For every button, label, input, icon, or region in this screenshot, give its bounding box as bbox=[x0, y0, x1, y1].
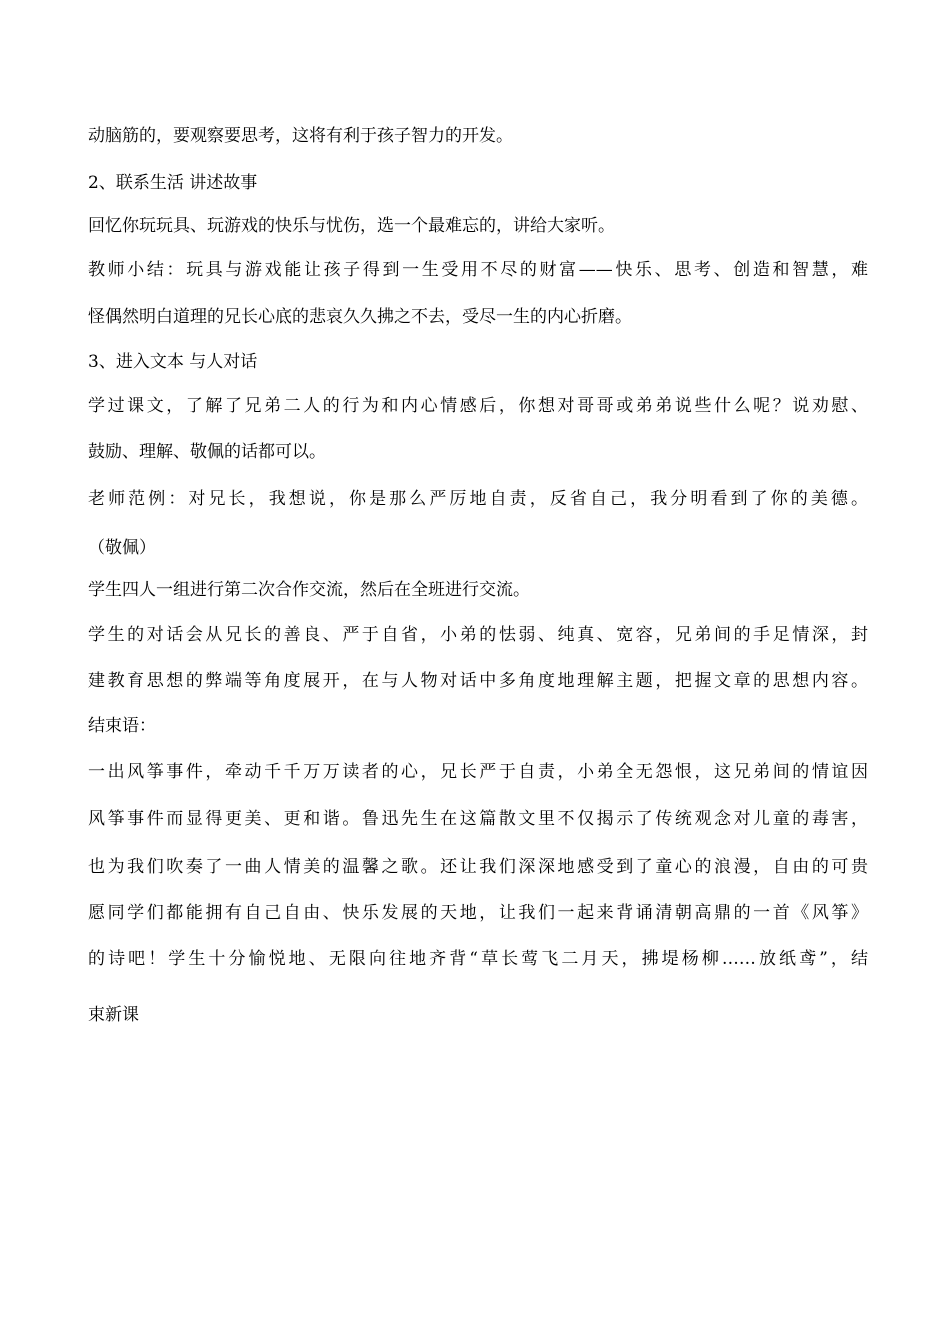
text-line: 动脑筋的，要观察要思考，这将有利于孩子智力的开发。 bbox=[88, 126, 513, 146]
text-line: 愿同学们都能拥有自己自由、快乐发展的天地，让我们一起来背诵清朝高鼎的一首《风筝》 bbox=[88, 903, 868, 923]
text-line: 束新课 bbox=[88, 1005, 139, 1025]
text-line: 的诗吧！学生十分愉悦地、无限向往地齐背“草长莺飞二月天，拂堤杨柳……放纸鸢”，结 bbox=[88, 949, 868, 969]
section-heading: 2、联系生活 讲述故事 bbox=[88, 173, 258, 193]
text-line: 学生的对话会从兄长的善良、严于自省，小弟的怯弱、纯真、宽容，兄弟间的手足情深，封 bbox=[88, 625, 868, 645]
text-line: 风筝事件而显得更美、更和谐。鲁迅先生在这篇散文里不仅揭示了传统观念对儿童的毒害， bbox=[88, 809, 868, 829]
text-line: 回忆你玩玩具、玩游戏的快乐与忧伤，选一个最难忘的，讲给大家听。 bbox=[88, 216, 615, 236]
text-line: 怪偶然明白道理的兄长心底的悲哀久久拂之不去，受尽一生的内心折磨。 bbox=[88, 307, 632, 327]
section-heading: 3、进入文本 与人对话 bbox=[88, 352, 258, 372]
text-line: 鼓励、理解、敬佩的话都可以。 bbox=[88, 442, 326, 462]
text-line: 学过课文，了解了兄弟二人的行为和内心情感后，你想对哥哥或弟弟说些什么呢？说劝慰、 bbox=[88, 396, 868, 416]
section-heading: 结束语： bbox=[88, 716, 156, 736]
text-line: 一出风筝事件，牵动千千万万读者的心，兄长严于自责，小弟全无怨恨，这兄弟间的情谊因 bbox=[88, 762, 868, 782]
text-line: 教师小结：玩具与游戏能让孩子得到一生受用不尽的财富——快乐、思考、创造和智慧，难 bbox=[88, 260, 868, 280]
text-line: 老师范例：对兄长，我想说，你是那么严厉地自责，反省自己，我分明看到了你的美德。 bbox=[88, 489, 868, 509]
text-line: 建教育思想的弊端等角度展开，在与人物对话中多角度地理解主题，把握文章的思想内容。 bbox=[88, 671, 868, 691]
text-line: 学生四人一组进行第二次合作交流，然后在全班进行交流。 bbox=[88, 580, 530, 600]
text-line: （敬佩） bbox=[88, 538, 156, 558]
text-line: 也为我们吹奏了一曲人情美的温馨之歌。还让我们深深地感受到了童心的浪漫，自由的可贵 bbox=[88, 857, 868, 877]
